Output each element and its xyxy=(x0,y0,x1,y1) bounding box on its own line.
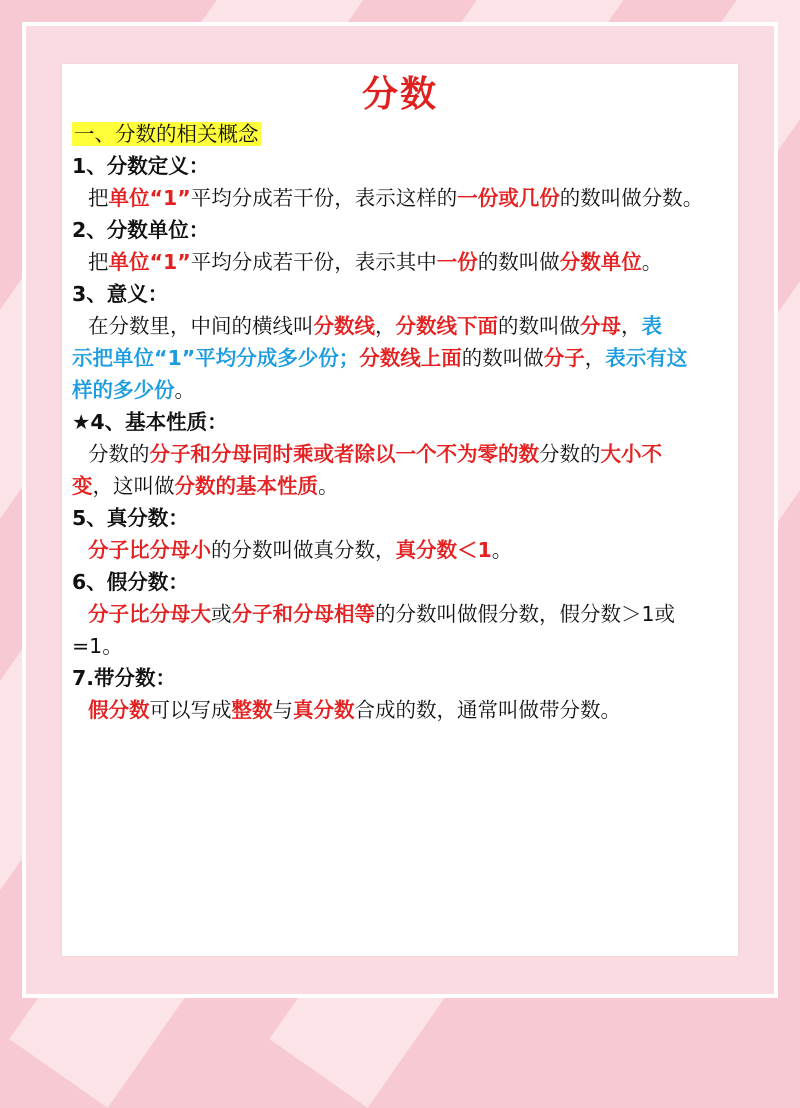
item-heading: 3、意义： xyxy=(72,282,169,306)
key-term: 分子 xyxy=(543,346,585,370)
item-text-line xyxy=(72,630,742,662)
body-text: 把 xyxy=(88,186,109,210)
item-text-line xyxy=(72,534,742,566)
body-text: 或 xyxy=(211,602,232,626)
body-text: 分数的 xyxy=(539,442,601,466)
body-text: 的数叫做 xyxy=(498,314,580,338)
item-text-line xyxy=(72,694,742,726)
body-text: 。 xyxy=(491,538,513,562)
body-text: 。 xyxy=(174,378,195,402)
body-text: 平均分成若干份，表示其中 xyxy=(190,250,437,274)
explanation-text: 表示有这 xyxy=(605,346,688,370)
item-text-line xyxy=(72,374,742,406)
body-text: ， xyxy=(621,314,642,338)
key-term: 分数的基本性质 xyxy=(174,474,318,498)
key-term: 一份 xyxy=(436,250,478,274)
body-text: 分数的 xyxy=(88,442,150,466)
key-term: 整数 xyxy=(231,698,273,722)
key-term: 单位“1” xyxy=(108,186,191,210)
key-term: 真分数＜1 xyxy=(395,538,492,562)
body-text: 的数叫做 xyxy=(477,250,560,274)
item-text-line xyxy=(72,310,742,342)
item-text-line xyxy=(72,342,742,374)
section-heading: 一、分数的相关概念 xyxy=(74,122,259,146)
notes-content xyxy=(72,118,742,726)
key-term: 分子比分母小 xyxy=(88,538,211,562)
item-heading: 5、真分数： xyxy=(72,506,189,530)
item-text-line xyxy=(72,246,742,278)
explanation-text: 表 xyxy=(641,314,662,338)
key-term: 分母 xyxy=(580,314,621,338)
key-term: 一份或几份 xyxy=(457,186,560,210)
item-text-line xyxy=(72,182,742,214)
body-text: 的分数叫做假分数，假分数＞1或 xyxy=(375,602,676,626)
body-text: 在分数里，中间的横线叫 xyxy=(88,314,314,338)
explanation-text: 样的多少份 xyxy=(72,378,175,402)
item-heading: 2、分数单位： xyxy=(72,218,210,242)
item-heading: 6、假分数： xyxy=(72,570,189,594)
key-term: 真分数 xyxy=(293,698,355,722)
body-text: 的分数叫做真分数， xyxy=(211,538,396,562)
body-text: 可以写成 xyxy=(149,698,232,722)
key-term: 大小不 xyxy=(600,442,662,466)
item-heading: ★4、基本性质： xyxy=(72,410,228,434)
item-heading: 1、分数定义： xyxy=(72,154,210,178)
body-text: ，这叫做 xyxy=(92,474,175,498)
body-text: 与 xyxy=(272,698,293,722)
key-term: 分数线上面 xyxy=(359,346,462,370)
item-text-line xyxy=(72,598,742,630)
body-text: 的数叫做分数。 xyxy=(559,186,704,210)
key-term: 分数线 xyxy=(313,314,375,338)
body-text: =1。 xyxy=(72,634,123,658)
body-text: ， xyxy=(584,346,606,370)
key-term: 单位“1” xyxy=(108,250,191,274)
section-heading-line xyxy=(72,118,742,150)
item-text-line xyxy=(72,438,742,470)
body-text: 平均分成若干份，表示这样的 xyxy=(190,186,458,210)
body-text: 。 xyxy=(641,250,663,274)
page-title: 分数 xyxy=(361,74,438,115)
item-heading: 7.带分数： xyxy=(72,666,177,690)
body-text: 。 xyxy=(318,474,339,498)
body-text: 把 xyxy=(88,250,109,274)
body-text: 的数叫做 xyxy=(461,346,544,370)
key-term: 分子和分母相等 xyxy=(231,602,375,626)
item-text-line xyxy=(72,470,742,502)
body-text: ， xyxy=(375,314,396,338)
key-term: 分子和分母同时乘或者除以一个不为零的数 xyxy=(149,442,539,466)
key-term: 假分数 xyxy=(88,698,150,722)
key-term: 分数单位 xyxy=(559,250,642,274)
explanation-text: 示把单位“1”平均分成多少份； xyxy=(72,346,360,370)
body-text: 合成的数，通常叫做带分数。 xyxy=(354,698,621,722)
key-term: 分数线下面 xyxy=(395,314,498,338)
key-term: 变 xyxy=(72,474,93,498)
key-term: 分子比分母大 xyxy=(88,602,211,626)
